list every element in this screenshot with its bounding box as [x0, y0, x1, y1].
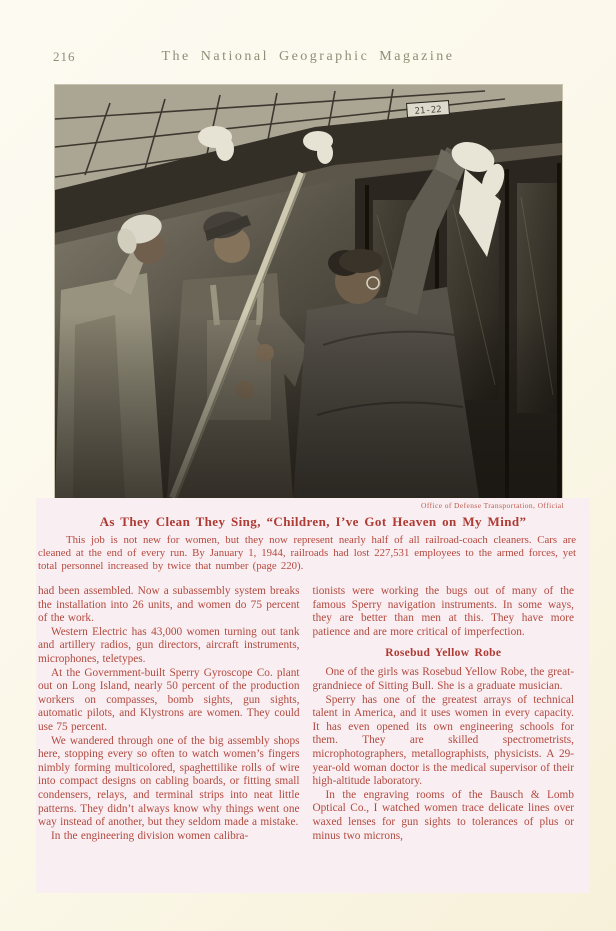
paragraph: In the engineering division women calibra- [51, 829, 249, 842]
magazine-title: The National Geographic Magazine [161, 49, 455, 64]
photo-credit: Office of Defense Transportation, Official [421, 501, 564, 510]
paragraph: Sperry has one of the greatest arrays of technical talent in America, and it uses women in every capacity. It has even opened its own engineering schools for them. They are skilled spectrometrists, microphotographers, metallographists, physicists. A 29-year-old woman doctor is the medical supervisor of their high-altitude laboratory. [312, 693, 574, 788]
caption-title: As They Clean They Sing, “Children, I’ve Got Heaven on My Mind” [99, 514, 527, 529]
caption-and-text-panel [36, 498, 590, 893]
section-subhead: Rosebud Yellow Robe [385, 647, 502, 660]
photo-vignette [55, 85, 562, 498]
paragraph: At the Government-built Sperry Gyroscope Co. plant out on Long Island, nearly 50 percent of the production workers on compasses, bomb sights, gun sights, automatic pilots, and Klystrons are women. They could use 75 percent. [38, 666, 300, 733]
article-columns [38, 585, 574, 843]
coach-cleaning-photo-illustration [55, 85, 562, 498]
paragraph: One of the girls was Rosebud Yellow Robe, the great-grandniece of Sitting Bull. She is a graduate musician. [312, 666, 574, 692]
paragraph: tionists were working the bugs out of many of the famous Sperry navigation instruments. In some ways, they are better than men at this. They have more patience and are more critical of imperfection. [312, 585, 574, 638]
paragraph: had been assembled. Now a subassembly system breaks the installation into 26 units, and women do 75 percent of the work. [38, 585, 300, 625]
page-number: 216 [53, 49, 76, 64]
left-column [38, 585, 300, 843]
paragraph: In the engraving rooms of the Bausch & Lomb Optical Co., I watched women trace delicate lines over waxed lenses for gun sights to tolerances of plus or minus two microns, [312, 788, 574, 842]
paragraph: We wandered through one of the big assembly shops here, stopping every so often to watch women’s fingers nimbly forming multicolored, spaghettilike rolls of wire into compact designs on cabling boards, or fitting small condensers, relays, and terminal strips into neat little patterns. They didn’t always know why things went one way instead of another, but they seldom made a mistake. [38, 734, 300, 829]
caption-body: This job is not new for women, but they now represent nearly half of all railroad-coach cleaners. Cars are cleaned at the end of every run. By January 1, 1944, railroads had lost 227,531 employees to the armed forces, yet total personnel increased by twice that number (page 220). [38, 534, 576, 572]
right-column [313, 585, 575, 843]
coach-cleaning-photo [55, 85, 562, 498]
paragraph: Western Electric has 43,000 women turning out tank and artillery radios, gun directors, aircraft instruments, microphones, teletypes. [38, 625, 300, 665]
